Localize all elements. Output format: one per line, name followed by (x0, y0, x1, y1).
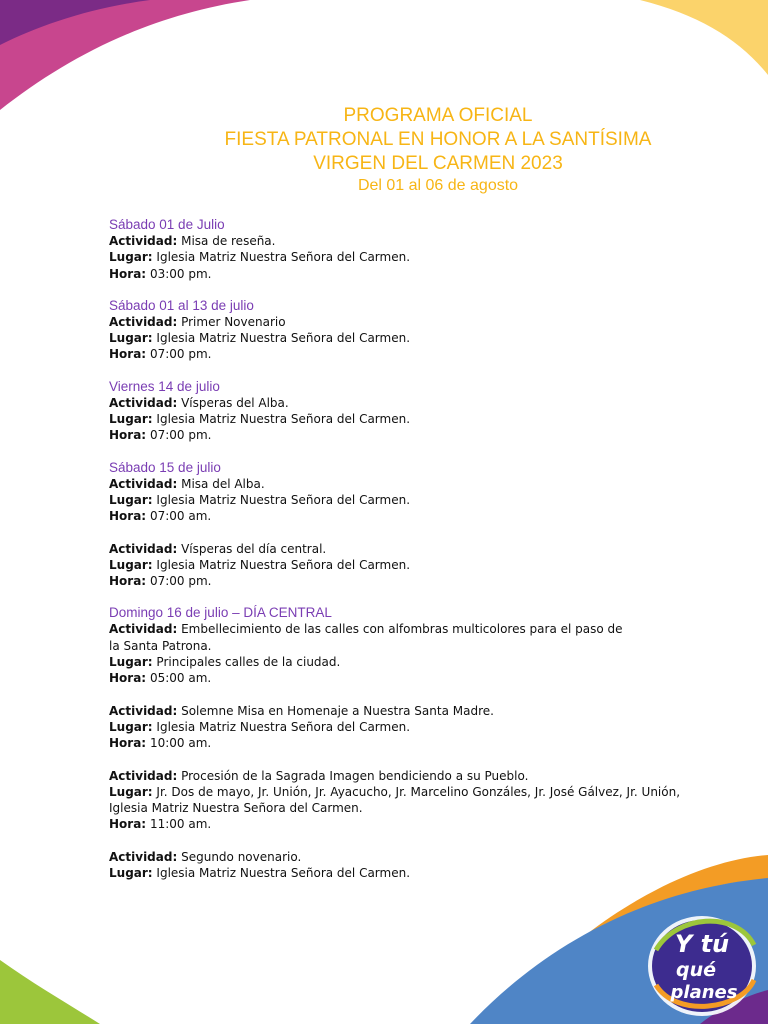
place-value: Iglesia Matriz Nuestra Señora del Carmen. (156, 250, 411, 265)
activity-line-cont: la Santa Patrona. (109, 638, 212, 653)
time-line (109, 346, 709, 362)
activity-value: Segundo novenario. (181, 849, 302, 864)
logo-line3: planes (670, 982, 738, 1003)
activity-line (109, 314, 709, 330)
place-label: Lugar: (109, 250, 153, 265)
place-line (109, 719, 709, 735)
activity-label: Actividad: (109, 768, 178, 783)
activity-value: Vísperas del día central. (181, 541, 327, 556)
time-label: Hora: (109, 574, 147, 589)
place-label: Lugar: (109, 655, 153, 670)
place-label: Lugar: (109, 492, 153, 507)
activity-label: Actividad: (109, 703, 178, 718)
time-label: Hora: (109, 671, 147, 686)
time-value: 07:00 pm. (149, 574, 212, 589)
place-value: Iglesia Matriz Nuestra Señora del Carmen. (156, 557, 411, 572)
time-label: Hora: (109, 509, 147, 524)
time-value: 07:00 pm. (149, 347, 212, 362)
logo-line1: Y tú (674, 930, 730, 958)
day-heading: Sábado 01 al 13 de julio (109, 297, 254, 313)
program-header (108, 104, 768, 196)
place-value: Iglesia Matriz Nuestra Señora del Carmen. (156, 331, 411, 346)
activity-value: Procesión de la Sagrada Imagen bendiciendo a su Pueblo. (181, 768, 529, 783)
activity-line (109, 476, 709, 492)
time-value: 07:00 pm. (149, 428, 212, 443)
day-heading: Sábado 01 de Julio (109, 217, 225, 232)
time-value: 05:00 am. (149, 671, 212, 686)
day-section (109, 378, 709, 444)
festival-name-cont: VIRGEN DEL CARMEN 2023 (313, 153, 563, 174)
time-value: 10:00 am. (149, 736, 212, 751)
place-label: Lugar: (109, 412, 153, 427)
place-value: Principales calles de la ciudad. (156, 655, 341, 670)
place-label: Lugar: (109, 557, 153, 572)
place-line (109, 330, 709, 346)
time-label: Hora: (109, 347, 147, 362)
activity-value: Misa de reseña. (181, 234, 276, 248)
place-line (109, 865, 709, 881)
festival-dates: Del 01 al 06 de agosto (357, 177, 519, 194)
place-line (109, 249, 709, 265)
place-label: Lugar: (109, 719, 153, 734)
program-title: PROGRAMA OFICIAL (343, 105, 533, 126)
place-value: Iglesia Matriz Nuestra Señora del Carmen. (156, 719, 411, 734)
activity-label: Actividad: (109, 395, 178, 410)
time-label: Hora: (109, 736, 147, 751)
day-section (109, 216, 709, 282)
activity-line (109, 621, 709, 637)
day-section (109, 297, 709, 363)
activity-label: Actividad: (109, 314, 178, 329)
activity-line (109, 768, 709, 784)
place-line (109, 492, 709, 508)
day-section (109, 459, 709, 590)
time-line (109, 427, 709, 443)
activity-label: Actividad: (109, 849, 178, 864)
activity-line (109, 395, 709, 411)
time-line (109, 508, 709, 524)
place-line (109, 557, 709, 573)
activity-line (109, 541, 709, 557)
activity-line (109, 849, 709, 865)
top-right-swoosh (640, 0, 768, 75)
bottom-left-swoosh-green (0, 960, 100, 1024)
time-line (109, 573, 709, 589)
ytu-que-planes-logo (646, 910, 762, 1020)
place-line (109, 654, 709, 670)
place-line (109, 784, 709, 800)
time-line (109, 816, 709, 832)
activity-label: Actividad: (109, 476, 178, 491)
activity-value: Primer Novenario (181, 314, 286, 329)
place-label: Lugar: (109, 331, 153, 346)
day-section (109, 604, 709, 881)
time-label: Hora: (109, 428, 147, 443)
time-value: 07:00 am. (149, 509, 212, 524)
activity-label: Actividad: (109, 234, 178, 248)
place-label: Lugar: (109, 784, 153, 799)
day-heading: Viernes 14 de julio (109, 378, 220, 394)
logo-line2: qué (675, 959, 717, 981)
time-line (109, 670, 709, 686)
time-value: 03:00 pm. (149, 266, 212, 281)
day-heading: Sábado 15 de julio (109, 459, 221, 475)
time-value: 11:00 am. (149, 817, 212, 832)
festival-name: FIESTA PATRONAL EN HONOR A LA SANTÍSIMA (224, 129, 652, 150)
place-value: Iglesia Matriz Nuestra Señora del Carmen. (156, 492, 411, 507)
activity-value: Embellecimiento de las calles con alfombras multicolores para el paso de (181, 622, 623, 637)
day-heading: Domingo 16 de julio – DÍA CENTRAL (109, 605, 332, 621)
place-value: Iglesia Matriz Nuestra Señora del Carmen. (156, 412, 411, 427)
time-line (109, 735, 709, 751)
activity-value: Misa del Alba. (181, 476, 265, 491)
activity-label: Actividad: (109, 622, 178, 637)
place-line-cont: Iglesia Matriz Nuestra Señora del Carmen. (109, 801, 363, 816)
activity-line (109, 703, 709, 719)
activity-line (109, 233, 709, 249)
place-value: Iglesia Matriz Nuestra Señora del Carmen. (156, 866, 411, 881)
activity-value: Vísperas del Alba. (181, 395, 289, 410)
time-label: Hora: (109, 266, 147, 281)
time-line (109, 266, 709, 282)
schedule (109, 216, 709, 881)
time-label: Hora: (109, 817, 147, 832)
place-line (109, 411, 709, 427)
activity-label: Actividad: (109, 541, 178, 556)
place-value: Jr. Dos de mayo, Jr. Unión, Jr. Ayacucho, Jr. Marcelino Gonzáles, Jr. José Gálvez, Jr. Unión, (156, 784, 681, 799)
activity-value: Solemne Misa en Homenaje a Nuestra Santa Madre. (181, 703, 494, 718)
place-label: Lugar: (109, 866, 153, 881)
